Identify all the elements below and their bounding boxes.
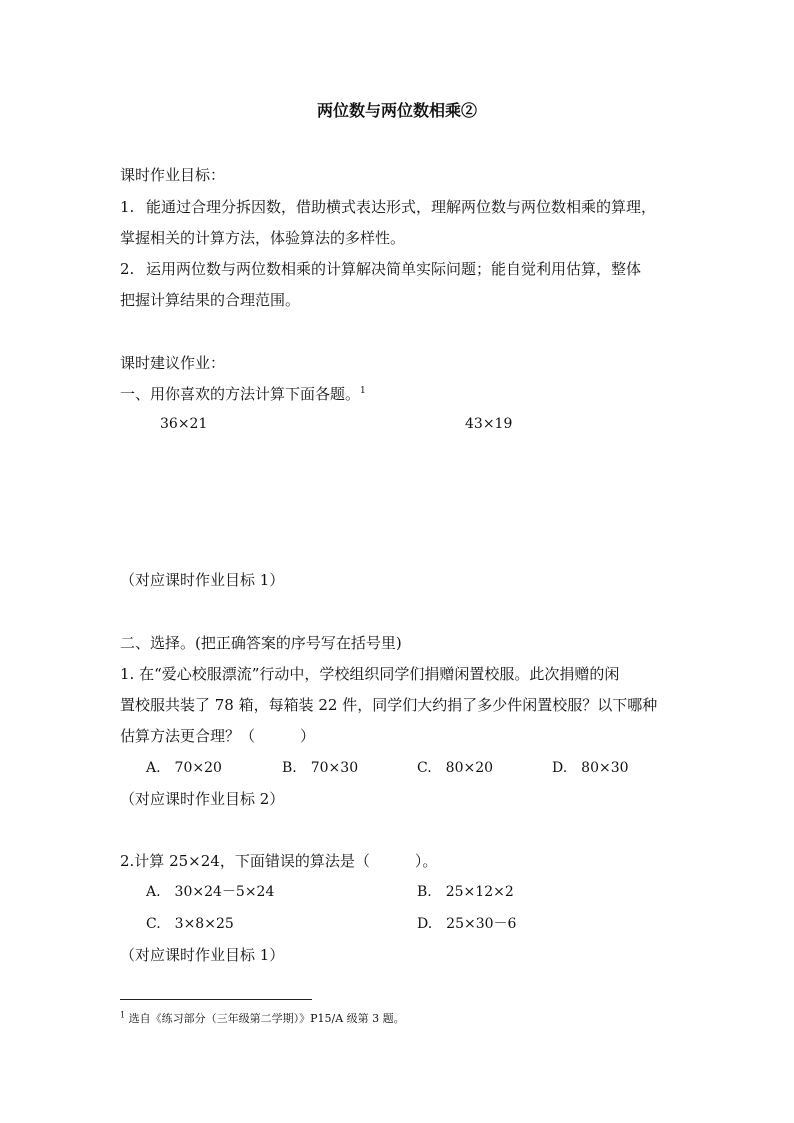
q1-target: （对应课时作业目标 2）: [120, 790, 285, 808]
goal-1-line-1: 能通过合理分拆因数，借助横式表达形式，理解两位数与两位数相乘的算理，: [146, 198, 657, 216]
part-1-title: [120, 384, 366, 404]
q1-option-d: D. 80×30: [552, 760, 629, 776]
homework-heading: 课时建议作业：: [120, 354, 226, 372]
goal-2-number: 2.: [120, 260, 135, 278]
goal-2-line-2: 把握计算结果的合理范围。: [120, 291, 301, 309]
goals-heading: 课时作业目标：: [120, 166, 226, 184]
exercise-2: 43×19: [465, 416, 513, 432]
footnote-separator: [120, 999, 312, 1000]
q1-line-1: 1. 在“爱心校服漂流”行动中，学校组织同学们捐赠闲置校服。此次捐赠的闲: [120, 665, 620, 683]
q2-target: （对应课时作业目标 1）: [120, 946, 285, 964]
q1-line-2: 置校服共装了 78 箱，每箱装 22 件，同学们大约捐了多少件闲置校服？以下哪种: [120, 696, 658, 714]
goal-1-line-2: 掌握相关的计算方法，体验算法的多样性。: [120, 229, 406, 247]
goal-2-line-1: 运用两位数与两位数相乘的计算解决简单实际问题；能自觉利用估算，整体: [146, 260, 642, 278]
q1-option-a: A. 70×20: [146, 760, 222, 776]
footnote-ref: 1: [360, 386, 366, 396]
goal-1-number: 1.: [120, 198, 135, 216]
q2-option-c: C. 3×8×25: [146, 916, 234, 932]
part-2-title: 二、选择。(把正确答案的序号写在括号里): [120, 634, 402, 652]
q2-option-a: A. 30×24－5×24: [146, 884, 275, 900]
q2-stem: 2.计算 25×24，下面错误的算法是（ ）。: [120, 852, 438, 870]
part-1-title-text: 一、用你喜欢的方法计算下面各题。: [120, 385, 361, 403]
part-1-target: （对应课时作业目标 1）: [120, 571, 285, 589]
page-title: 两位数与两位数相乘②: [316, 101, 477, 120]
q1-line-3: 估算方法更合理？（ ）: [120, 727, 316, 745]
q1-option-b: B. 70×30: [282, 760, 359, 776]
q2-option-b: B. 25×12×2: [417, 884, 514, 900]
footnote-text: 选自《练习部分（三年级第二学期）》P15/A 级第 3 题。: [128, 1012, 405, 1025]
q2-option-d: D. 25×30－6: [417, 916, 517, 932]
exercise-1: 36×21: [160, 416, 208, 432]
q1-option-c: C. 80×20: [417, 760, 494, 776]
footnote: [120, 1011, 405, 1027]
footnote-marker: 1: [120, 1010, 126, 1020]
